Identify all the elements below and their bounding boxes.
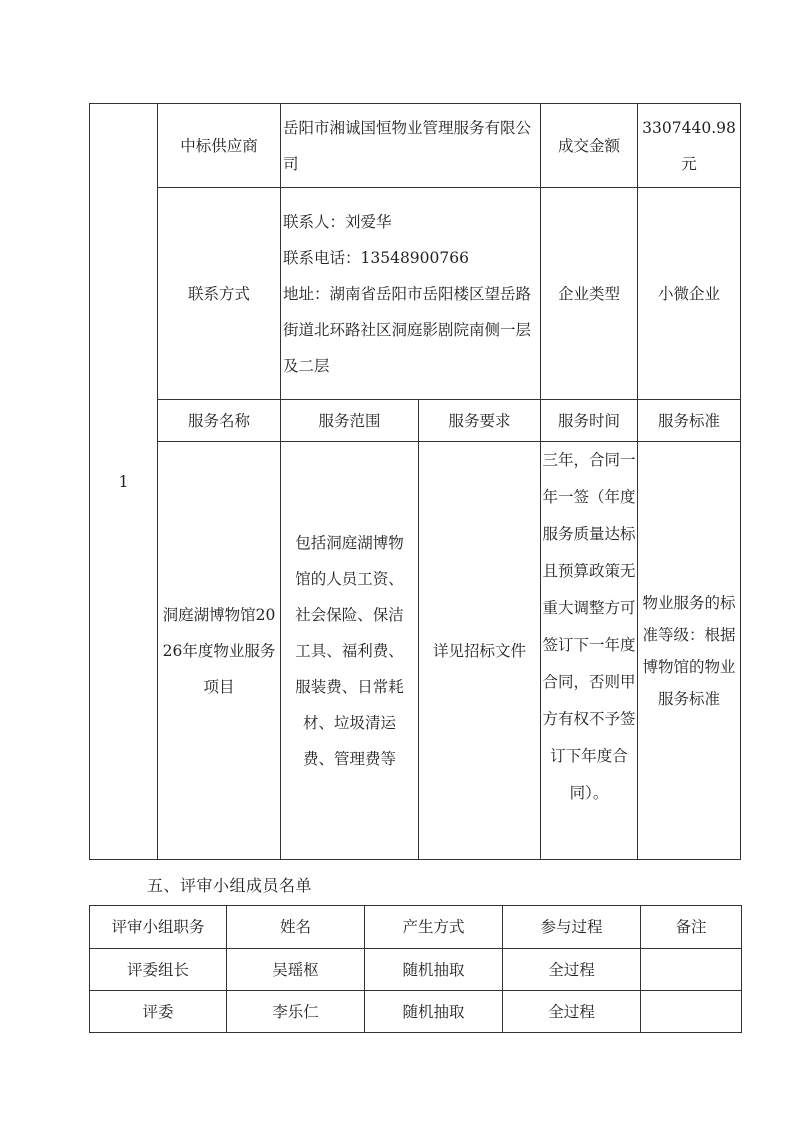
amount-label: 成交金额 (541, 104, 638, 188)
panel-remark (641, 949, 742, 991)
enterprise-type-label: 企业类型 (541, 188, 638, 400)
review-panel-table (89, 905, 742, 1033)
panel-process: 全过程 (503, 949, 641, 991)
service-time: 三年，合同一年一签（年度服务质量达标且预算政策无重大调整方可签订下一年度合同，否则甲方有权不予签订下年度合同）。 (541, 442, 638, 860)
header-service-time: 服务时间 (541, 400, 638, 442)
contact-details (281, 188, 541, 400)
section-title: 五、评审小组成员名单 (147, 876, 313, 895)
panel-member-name: 李乐仁 (227, 991, 365, 1033)
enterprise-type-value: 小微企业 (638, 188, 741, 400)
contact-address: 地址：湖南省岳阳市岳阳楼区望岳路街道北环路社区洞庭影剧院南侧一层及二层 (283, 284, 532, 375)
header-service-requirement: 服务要求 (419, 400, 541, 442)
contact-label: 联系方式 (158, 188, 281, 400)
contact-person: 联系人：刘爱华 (283, 212, 392, 231)
award-result-table (89, 103, 741, 860)
panel-process: 全过程 (503, 991, 641, 1033)
panel-role: 评委 (90, 991, 227, 1033)
row-number: 1 (90, 104, 158, 860)
table-row (90, 949, 742, 991)
header-service-scope: 服务范围 (281, 400, 419, 442)
contact-phone: 联系电话：13548900766 (283, 248, 469, 267)
panel-header-role: 评审小组职务 (90, 906, 227, 949)
panel-header-remark: 备注 (641, 906, 742, 949)
panel-role: 评委组长 (90, 949, 227, 991)
service-standard: 物业服务的标准等级：根据博物馆的物业服务标准 (638, 442, 741, 860)
amount-value: 3307440.98元 (638, 104, 741, 188)
panel-member-name: 吴瑶枢 (227, 949, 365, 991)
service-scope: 包括洞庭湖博物馆的人员工资、社会保险、保洁工具、福利费、服装费、日常耗材、垃圾清运费、管理费等 (281, 442, 419, 860)
panel-header-method: 产生方式 (365, 906, 503, 949)
panel-header-process: 参与过程 (503, 906, 641, 949)
service-requirement: 详见招标文件 (419, 442, 541, 860)
panel-header-name: 姓名 (227, 906, 365, 949)
panel-method: 随机抽取 (365, 991, 503, 1033)
panel-header-row (90, 906, 742, 949)
panel-method: 随机抽取 (365, 949, 503, 991)
supplier-label: 中标供应商 (158, 104, 281, 188)
service-name: 洞庭湖博物馆2026年度物业服务项目 (158, 442, 281, 860)
table-row (90, 991, 742, 1033)
supplier-name: 岳阳市湘诚国恒物业管理服务有限公司 (281, 104, 541, 188)
header-service-standard: 服务标准 (638, 400, 741, 442)
panel-remark (641, 991, 742, 1033)
header-service-name: 服务名称 (158, 400, 281, 442)
